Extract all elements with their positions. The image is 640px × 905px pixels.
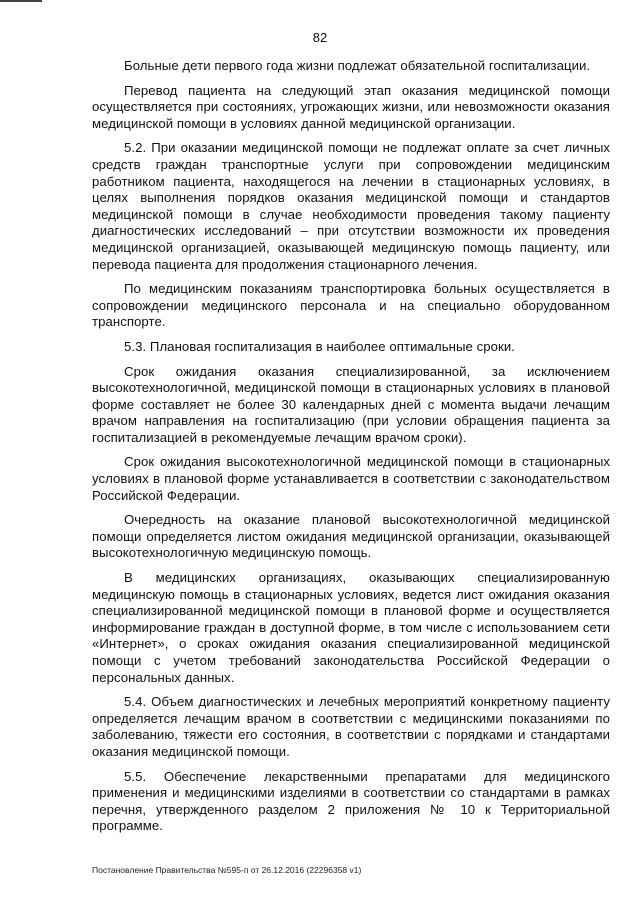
paragraph-waiting-period-high-tech: Срок ожидания высокотехнологичной медицинской помощи в стационарных условиях в плановой форме устанавливается в соответствии с законодательством Российской Федерации.	[92, 454, 610, 503]
scan-corner-mark	[0, 0, 42, 2]
page-number: 82	[312, 30, 328, 45]
paragraph-waiting-period-specialized: Срок ожидания оказания специализированной, за исключением высокотехнологичной, медицинской помощи в стационарных условиях в плановой форме составляет не более 30 календарных дней с момента выдачи лечащим врачом направления на госпитализацию (при условии обращения пациента за госпитализацией в рекомендуемые лечащим врачом сроки).	[92, 363, 610, 445]
paragraph-high-tech-queue: Очередность на оказание плановой высокотехнологичной медицинской помощи определяется листом ожидания медицинской организации, оказывающей высокотехнологичную медицинскую помощь.	[92, 512, 610, 561]
document-body	[92, 58, 610, 843]
paragraph-5-3-planned-hospitalization: 5.3. Плановая госпитализация в наиболее оптимальные сроки.	[124, 338, 515, 354]
paragraph-5-5-medications: 5.5. Обеспечение лекарственными препаратами для медицинского применения и медицинскими изделиями в соответствии со стандартами в рамках перечня, утвержденного разделом 2 приложения № 10 к Территориальной программе.	[92, 768, 610, 834]
paragraph-medical-transport: По медицинским показаниям транспортировка больных осуществляется в сопровождении медицинского персонала и на специально оборудованном транспорте.	[92, 281, 610, 330]
paragraph-5-4-diagnostic-scope: 5.4. Объем диагностических и лечебных мероприятий конкретному пациенту определяется лечащим врачом в соответствии с медицинскими показаниями по заболеванию, тяжести его состояния, в соответствии с порядками и стандартами оказания медицинской помощи.	[92, 694, 610, 759]
paragraph-5-2-transport-services: 5.2. При оказании медицинской помощи не подлежат оплате за счет личных средств граждан транспортные услуги при сопровождении медицинским работником пациента, находящегося на лечении в стационарных условиях, в целях выполнения порядков оказания медицинской помощи и стандартов медицинской помощи в случае необходимости проведения такому пациенту диагностических исследований – при отсутствии возможности их проведения медицинской организацией, оказывающей медицинскую помощь пациенту, или перевода пациента для продолжения стационарного лечения.	[92, 140, 610, 272]
paragraph-waiting-list: В медицинских организациях, оказывающих специализированную медицинскую помощь в стационарных условиях, ведется лист ожидания оказания специализированной медицинской помощи в плановой форме и осуществляется информирование граждан в доступной форме, в том числе с использованием сети «Интернет», о сроках ожидания оказания специализированной медицинской помощи с учетом требований законодательства Российской Федерации о персональных данных.	[92, 570, 610, 685]
document-footer: Постановление Правительства №595-п от 26.12.2016 (22296358 v1)	[92, 865, 362, 875]
paragraph-patient-transfer: Перевод пациента на следующий этап оказания медицинской помощи осуществляется при состояниях, угрожающих жизни, или невозможности оказания медицинской помощи в условиях данной медицинской организации.	[92, 82, 610, 131]
paragraph-infant-hospitalization: Больные дети первого года жизни подлежат обязательной госпитализации.	[124, 58, 591, 73]
